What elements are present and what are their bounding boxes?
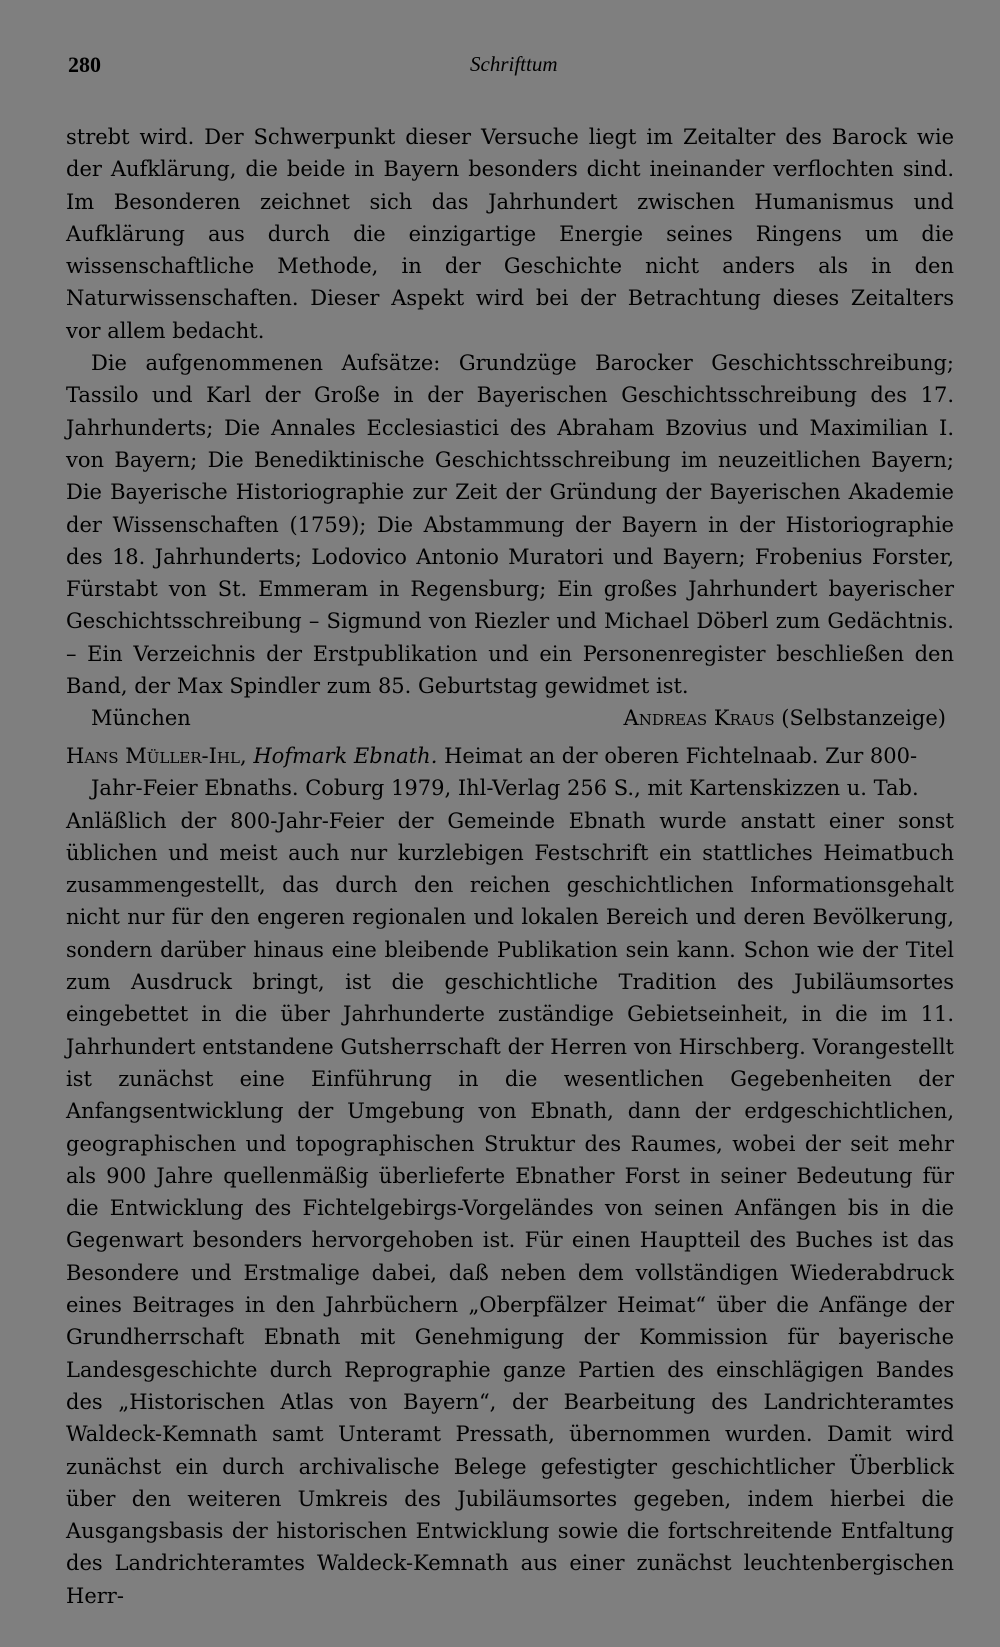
reviewer-name: Andreas Kraus — [623, 706, 775, 731]
review-paragraph: strebt wird. Der Schwerpunkt dieser Versuche liegt im Zeitalter des Barock wie der Aufklärung, die beide in Bayern besonders dicht ineinander verflochten sind. Im Besonderen zeichnet sich das Jahrhundert zwischen Humanismus und Aufklärung aus durch die einzigartige Energie seines Ringens um die wissenschaftliche Methode, in der Geschichte nicht anders als in den Naturwissenschaften. Dieser Aspekt wird bei der Betrachtung dieses Zeitalters vor allem bedacht. — [66, 125, 954, 343]
book-details: Heimat an der oberen Fichtelnaab. Zur 800-Jahr-Feier Ebnaths. Coburg 1979, Ihl-Verlag 256 S., mit Kartenskizzen u. Tab. — [91, 744, 919, 801]
book-title: Hofmark Ebnath. — [253, 744, 438, 768]
review-signature — [66, 702, 954, 734]
page-number: 280 — [68, 52, 101, 77]
signature-place: München — [91, 706, 191, 731]
bibliographic-entry — [66, 740, 954, 805]
reviewer-note: (Selbstanzeige) — [781, 706, 946, 731]
book-review — [66, 740, 954, 1612]
running-head: Schrifttum — [470, 52, 558, 76]
review-body: Anläßlich der 800-Jahr-Feier der Gemeinde Ebnath wurde anstatt einer sonst üblichen und meist auch nur kurzlebigen Festschrift ein stattliches Heimatbuch zusammengestellt, das durch den reichen geschichtlichen Informationsgehalt nicht nur für den engeren regionalen und lokalen Bereich und deren Bevölkerung, sondern darüber hinaus eine bleibende Publikation sein kann. Schon wie der Titel zum Ausdruck bringt, ist die geschichtliche Tradition des Jubiläumsortes eingebettet in die über Jahrhunderte zuständige Gebietseinheit, in die im 11. Jahrhundert entstandene Gutsherrschaft der Herren von Hirschberg. Vorangestellt ist zunächst eine Einführung in die wesentlichen Gegebenheiten der Anfangsentwicklung der Umgebung von Ebnath, dann der erdgeschichtlichen, geographischen und topographischen Struktur des Raumes, wobei der seit mehr als 900 Jahre quellenmäßig überlieferte Ebnather Forst in seiner Bedeutung für die Entwicklung des Fichtelgebirgs-Vorgeländes von seinen Anfängen bis in die Gegenwart besonders hervorgehoben ist. Für einen Hauptteil des Buches ist das Besondere und Erstmalige dabei, daß neben dem vollständigen Wiederabdruck eines Beitrages in den Jahrbüchern „Oberpfälzer Heimat“ über die Anfänge der Grundherrschaft Ebnath mit Genehmigung der Kommission für bayerische Landesgeschichte durch Reprographie ganze Partien des einschlägigen Bandes des „Historischen Atlas von Bayern“, der Bearbeitung des Landrichteramtes Waldeck-Kemnath samt Unteramt Pressath, übernommen wurden. Damit wird zunächst ein durch archivalische Belege gefestigter geschichtlicher Überblick über den weiteren Umkreis des Jubiläumsortes gegeben, indem hierbei die Ausgangsbasis der historischen Entwicklung sowie die fortschreitende Entfaltung des Landrichteramtes Waldeck-Kemnath aus einer zunächst leuchtenbergischen Herr- — [66, 808, 954, 1608]
signature-reviewer — [624, 702, 946, 734]
review-paragraph: Die aufgenommenen Aufsätze: Grundzüge Barocker Geschichtsschreibung; Tassilo und Karl der Große in der Bayerischen Geschichtsschreibung des 17. Jahrhunderts; Die Annales Ecclesiastici des Abraham Bzovius und Maximilian I. von Bayern; Die Benediktinische Geschichtsschreibung im neuzeitlichen Bayern; Die Bayerische Historiographie zur Zeit der Gründung der Bayerischen Akademie der Wissenschaften (1759); Die Abstammung der Bayern in der Historiographie des 18. Jahrhunderts; Lodovico Antonio Muratori und Bayern; Frobenius Forster, Fürstabt von St. Emmeram in Regensburg; Ein großes Jahrhundert bayerischer Geschichtsschreibung – Sigmund von Riezler und Michael Döberl zum Gedächtnis. – Ein Verzeichnis der Erstpublikation und ein Personenregister beschließen den Band, der Max Spindler zum 85. Geburtstag gewidmet ist. — [66, 351, 954, 699]
book-author: Hans Müller-Ihl, — [66, 744, 247, 768]
review-continuation — [66, 121, 954, 735]
